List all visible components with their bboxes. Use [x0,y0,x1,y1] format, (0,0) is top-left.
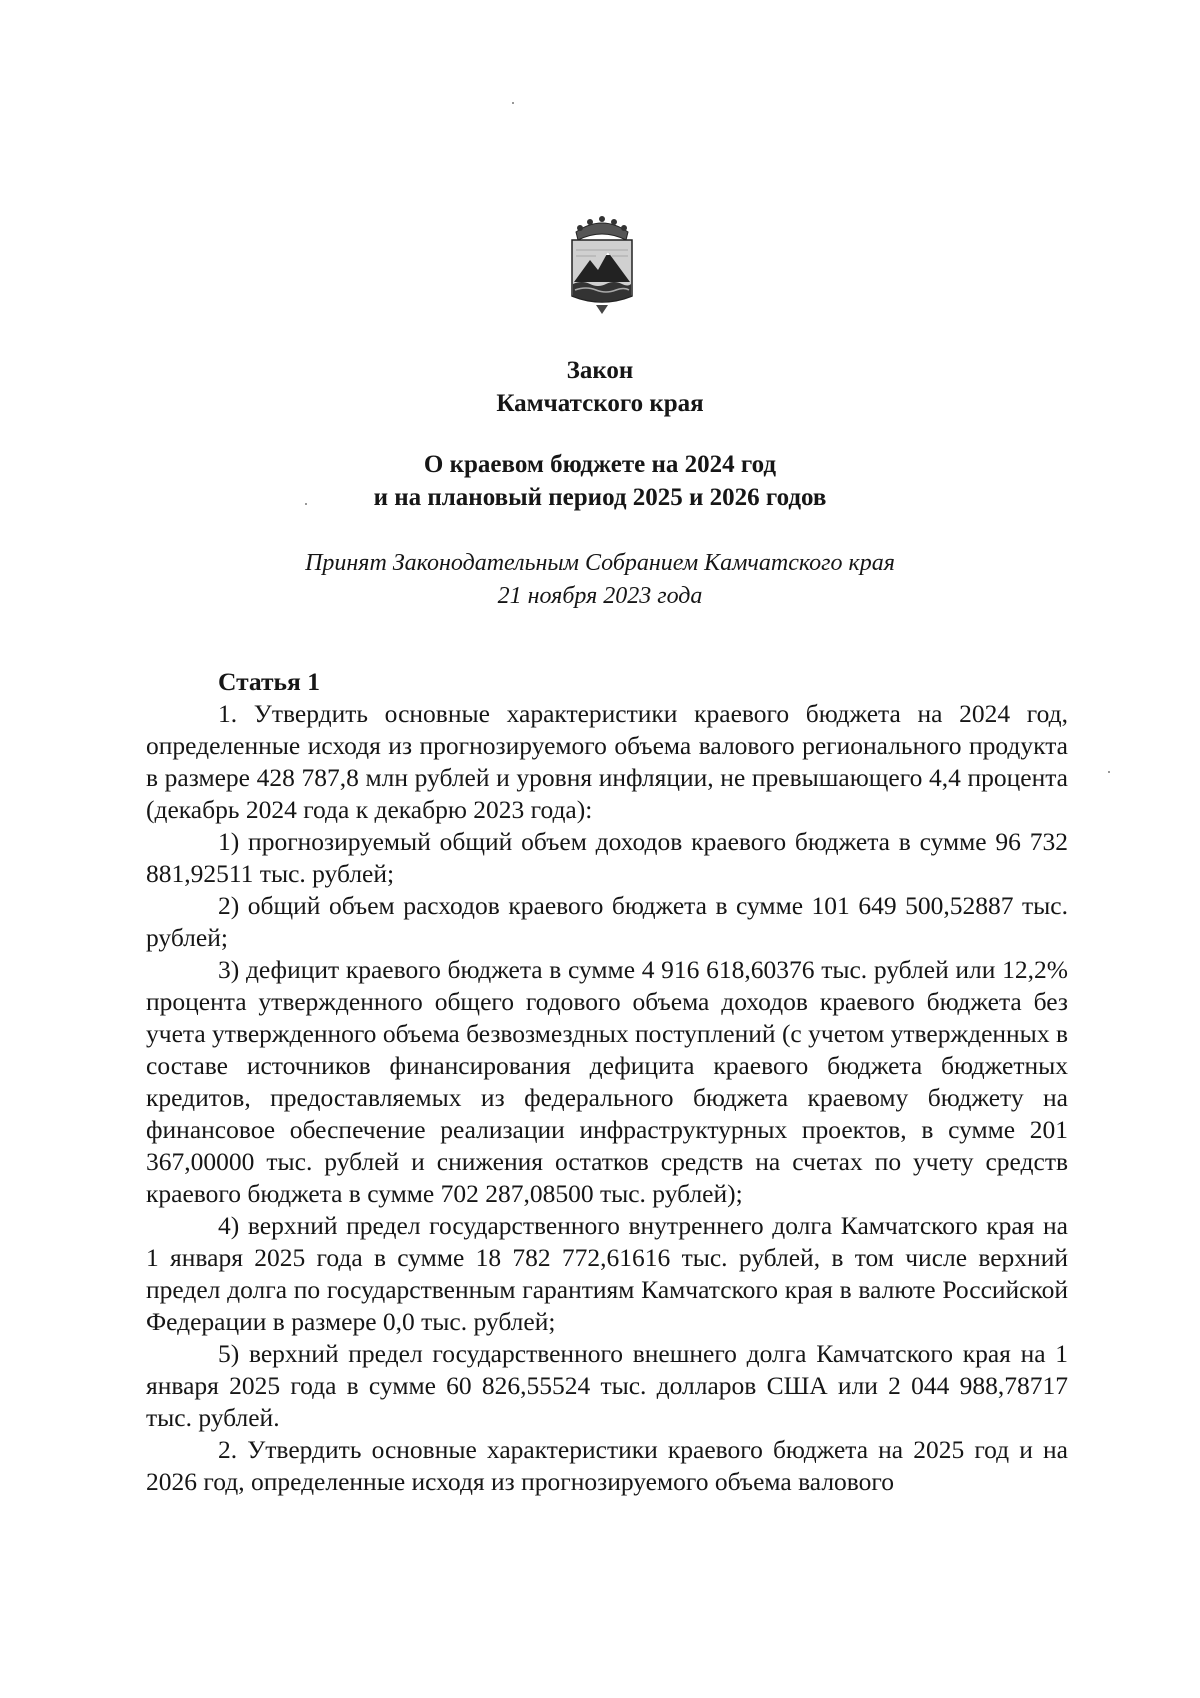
document-type: Закон [566,357,634,384]
paragraph: 3) дефицит краевого бюджета в сумме 4 916 618,60376 тыс. рублей или 12,2% процента утвержденного общего годового объема доходов краевого бюджета без учета утвержденного объема безвозмездных поступлений (с учетом утвержденных в составе источников финансирования дефицита краевого бюджета бюджетных кредитов, предоставляемых из федерального бюджета краевому бюджету на финансовое обеспечение реализации инфраструктурных проектов, в сумме 201 367,00000 тыс. рублей и снижения остатков средств на счетах по учету средств краевого бюджета в сумме 702 287,08500 тыс. рублей); [146,955,1068,1208]
article-body [146,666,1068,1498]
law-title-line-1: О краевом бюджете на 2024 год [423,451,777,478]
paragraph: 2. Утвердить основные характеристики краевого бюджета на 2025 год и на 2026 год, определенные исходя из прогнозируемого объема валового [146,1435,1068,1496]
paragraph: 4) верхний предел государственного внутреннего долга Камчатского края на 1 января 2025 года в сумме 18 782 772,61616 тыс. рублей, в том числе верхний предел долга по государственным гарантиям Камчатского края в валюте Российской Федерации в размере 0,0 тыс. рублей; [146,1211,1068,1336]
adoption-body: Принят Законодательным Собранием Камчатского края [305,550,895,576]
paragraph: 5) верхний предел государственного внешнего долга Камчатского края на 1 января 2025 года в сумме 60 826,55524 тыс. долларов США или 2 044 988,78717 тыс. рублей. [146,1339,1068,1432]
law-title [0,448,1200,514]
article-heading: Статья 1 [218,667,320,696]
scan-speck [305,503,307,505]
kamchatka-coat-of-arms-icon [566,210,638,318]
paragraph: 1. Утвердить основные характеристики краевого бюджета на 2024 год, определенные исходя из прогнозируемого объема валового регионального продукта в размере 428 787,8 млн рублей и уровня инфляции, не превышающего 4,4 процента (декабрь 2024 года к декабрю 2023 года): [146,699,1068,824]
scan-speck [1108,771,1110,773]
scan-speck [512,102,514,104]
adoption-note [0,547,1200,613]
paragraph: 1) прогнозируемый общий объем доходов краевого бюджета в сумме 96 732 881,92511 тыс. рублей; [146,827,1068,888]
document-header [0,354,1200,420]
paragraph: 2) общий объем расходов краевого бюджета в сумме 101 649 500,52887 тыс. рублей; [146,891,1068,952]
adoption-date: 21 ноября 2023 года [497,583,703,609]
law-title-line-2: и на плановый период 2025 и 2026 годов [373,484,827,511]
region-name: Камчатского края [496,390,704,417]
